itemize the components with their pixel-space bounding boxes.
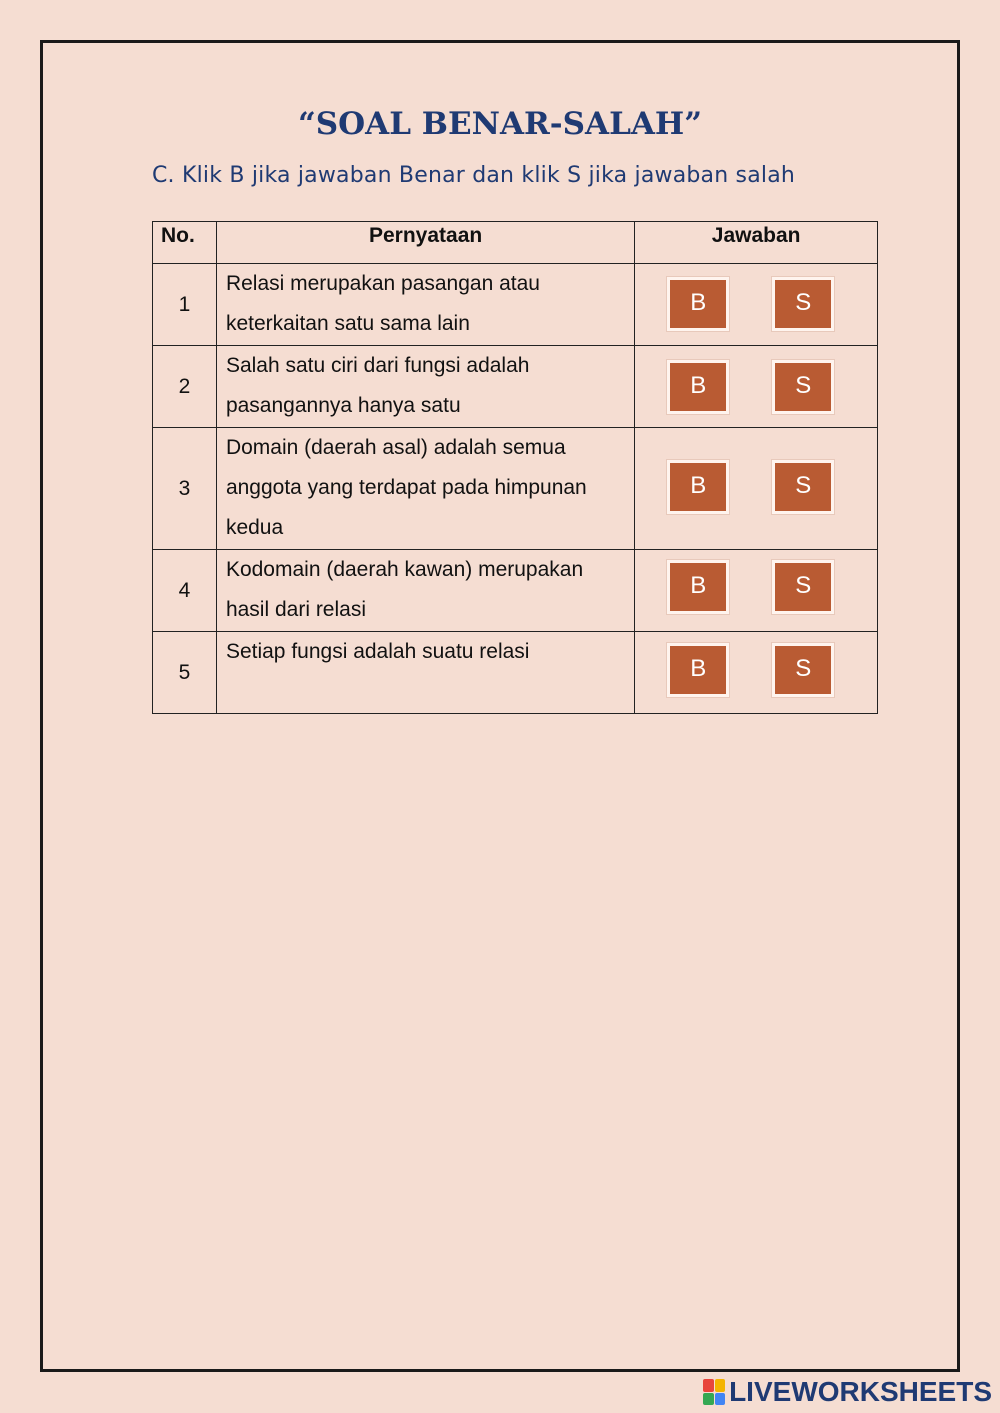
row-statement: Domain (daerah asal) adalah semua anggota yang terdapat pada himpunan kedua [216,428,634,550]
question-table [152,221,878,714]
answer-s-button[interactable]: S [772,277,834,331]
answer-b-button[interactable]: B [667,277,729,331]
table-row [153,346,878,428]
answer-b-button[interactable]: B [667,560,729,614]
answer-cell [635,632,878,714]
row-number: 2 [153,346,217,428]
brand-name: LIVEWORKSHEETS [729,1376,992,1407]
table-row [153,550,878,632]
answer-s-button[interactable]: S [772,643,834,697]
row-number: 5 [153,632,217,714]
answer-s-button[interactable]: S [772,460,834,514]
row-statement: Kodomain (daerah kawan) merupakan hasil dari relasi [216,550,634,632]
row-statement: Relasi merupakan pasangan atau keterkaitan satu sama lain [216,264,634,346]
answer-s-button[interactable]: S [772,560,834,614]
answer-cell [635,428,878,550]
row-number: 3 [153,428,217,550]
answer-b-button[interactable]: B [667,360,729,414]
row-number: 1 [153,264,217,346]
worksheet-title: “SOAL BENAR-SALAH” [297,106,703,142]
answer-b-button[interactable]: B [667,460,729,514]
answer-cell [635,550,878,632]
header-no: No. [153,222,217,264]
table-header-row [153,222,878,264]
table-row [153,428,878,550]
table-row [153,632,878,714]
header-answer: Jawaban [635,222,878,264]
worksheet-instruction: C. Klik B jika jawaban Benar dan klik S jika jawaban salah [152,163,796,188]
row-statement: Setiap fungsi adalah suatu relasi [216,632,634,714]
table-row [153,264,878,346]
header-statement: Pernyataan [216,222,634,264]
answer-cell [635,264,878,346]
row-number: 4 [153,550,217,632]
liveworksheets-logo-icon [703,1379,725,1405]
answer-cell [635,346,878,428]
answer-b-button[interactable]: B [667,643,729,697]
answer-s-button[interactable]: S [772,360,834,414]
row-statement: Salah satu ciri dari fungsi adalah pasangannya hanya satu [216,346,634,428]
liveworksheets-brand[interactable] [703,1376,992,1408]
